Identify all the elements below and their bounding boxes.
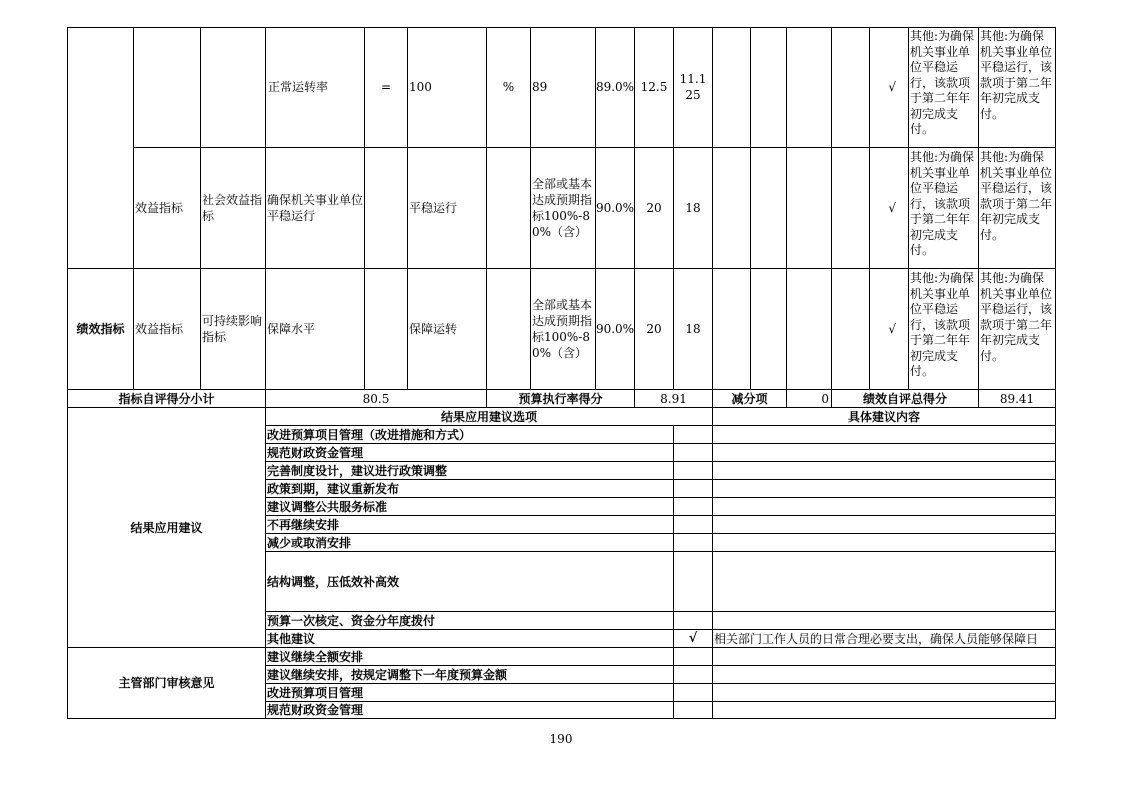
indicator-name: 确保机关事业单位平稳运行	[267, 193, 364, 223]
result-option: 不再继续安排	[267, 517, 340, 532]
result-option: 改进预算项目管理（改进措施和方式）	[267, 427, 472, 442]
deduction-value: 0	[821, 391, 829, 406]
result-option: 减少或取消安排	[267, 535, 352, 550]
level3-indicator: 社会效益指标	[202, 193, 263, 223]
page-number: 190	[549, 732, 573, 746]
result-option: 预算一次核定、资金分年度拨付	[267, 613, 436, 628]
deviation-reason: 其他:为确保机关事业单位平稳运行，该款项于第二年年初完成支付。	[910, 29, 975, 136]
indicator-name: 保障水平	[267, 322, 316, 336]
deduction-label: 减分项	[731, 391, 768, 406]
result-option-content: 相关部门工作人员的日常合理必要支出，确保人员能够保障日	[714, 631, 1039, 646]
review-option: 建议继续全额安排	[267, 649, 364, 664]
review-option: 建议继续安排，按规定调整下一年度预算金额	[267, 667, 508, 682]
indicator-actual: 89	[532, 80, 548, 94]
result-option: 规范财政资金管理	[267, 445, 364, 460]
budget-score-label: 预算执行率得分	[518, 391, 603, 406]
indicator-score: 18	[685, 322, 701, 336]
indicator-unit: %	[502, 80, 515, 94]
indicator-score: 18	[685, 201, 701, 215]
indicator-rate: 90.0%	[595, 201, 635, 215]
improvement-measure: 其他:为确保机关事业单位平稳运行，该款项于第二年年初完成支付。	[980, 150, 1053, 242]
deviation-reason: 其他:为确保机关事业单位平稳运行，该款项于第二年年初完成支付。	[910, 150, 975, 257]
result-options-header: 结果应用建议选项	[440, 409, 537, 424]
result-option-check: √	[688, 630, 698, 646]
indicator-full-score: 12.5	[640, 80, 668, 94]
review-section-label: 主管部门审核意见	[118, 676, 215, 690]
subtotal-label: 指标自评得分小计	[118, 391, 215, 406]
check-mark: √	[888, 201, 896, 215]
indicator-target: 平稳运行	[409, 201, 458, 215]
indicator-target: 保障运转	[409, 322, 458, 336]
result-section-label: 结果应用建议	[130, 520, 203, 535]
total-score-label: 绩效自评总得分	[862, 391, 947, 406]
indicator-rate: 90.0%	[595, 322, 635, 336]
indicator-target: 100	[409, 80, 432, 94]
improvement-measure: 其他:为确保机关事业单位平稳运行，该款项于第二年年初完成支付。	[980, 29, 1053, 121]
indicator-score: 11.125	[679, 72, 707, 102]
result-option: 其他建议	[267, 631, 316, 646]
total-score-value: 89.41	[999, 391, 1035, 406]
level3-indicator: 可持续影响指标	[202, 314, 263, 344]
subtotal-value: 80.5	[362, 391, 390, 406]
level1-indicator: 绩效指标	[76, 322, 125, 336]
result-option: 完善制度设计，建议进行政策调整	[267, 463, 448, 478]
result-content-header: 具体建议内容	[847, 409, 920, 424]
improvement-measure: 其他:为确保机关事业单位平稳运行，该款项于第二年年初完成支付。	[980, 271, 1053, 363]
indicator-actual: 全部或基本达成预期指标100%-80%（含）	[532, 177, 593, 239]
level2-indicator: 效益指标	[135, 322, 184, 336]
level2-indicator: 效益指标	[135, 201, 184, 215]
budget-score-value: 8.91	[660, 391, 687, 406]
indicator-full-score: 20	[646, 322, 662, 336]
indicator-full-score: 20	[646, 201, 662, 215]
result-option: 结构调整，压低效补高效	[267, 574, 400, 589]
result-option: 政策到期，建议重新发布	[267, 481, 400, 496]
indicator-operator: =	[380, 80, 392, 94]
review-option: 改进预算项目管理	[267, 685, 364, 700]
review-option: 规范财政资金管理	[267, 703, 364, 717]
indicator-actual: 全部或基本达成预期指标100%-80%（含）	[532, 298, 593, 360]
check-mark: √	[888, 322, 896, 336]
indicator-name: 正常运转率	[268, 80, 329, 94]
check-mark: √	[888, 80, 896, 94]
result-option: 建议调整公共服务标准	[267, 499, 388, 514]
deviation-reason: 其他:为确保机关事业单位平稳运行，该款项于第二年年初完成支付。	[910, 271, 975, 378]
indicator-rate: 89.0%	[595, 80, 635, 94]
